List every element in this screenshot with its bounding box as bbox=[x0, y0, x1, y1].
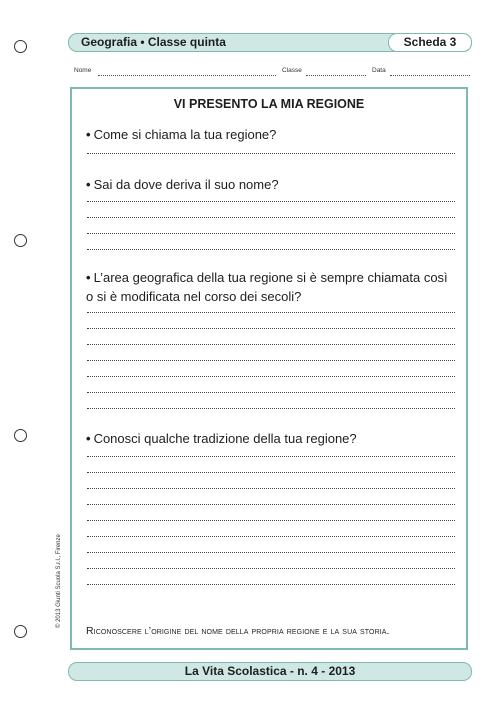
answer-line[interactable] bbox=[87, 201, 455, 202]
bullet: • bbox=[86, 270, 91, 285]
answer-line[interactable] bbox=[87, 536, 455, 537]
binder-hole bbox=[14, 625, 27, 638]
answer-line[interactable] bbox=[87, 249, 455, 250]
question-4 bbox=[86, 429, 456, 448]
question-1 bbox=[86, 125, 456, 144]
sheet-number: Scheda 3 bbox=[388, 33, 472, 52]
question-text: Come si chiama la tua regione? bbox=[93, 127, 277, 142]
class-label: Classe bbox=[282, 67, 302, 74]
answer-line[interactable] bbox=[87, 584, 455, 585]
answer-line[interactable] bbox=[87, 568, 455, 569]
publication-footer: La Vita Scolastica - n. 4 - 2013 bbox=[68, 662, 472, 681]
question-text: Conosci qualche tradizione della tua regione? bbox=[93, 431, 357, 446]
worksheet-box bbox=[70, 87, 468, 650]
binder-hole bbox=[14, 234, 27, 247]
answer-line[interactable] bbox=[87, 504, 455, 505]
answer-line[interactable] bbox=[87, 488, 455, 489]
answer-line[interactable] bbox=[87, 328, 455, 329]
copyright-notice: © 2013 Giunti Scuola S.r.l., Firenze bbox=[56, 534, 62, 628]
header-bar bbox=[68, 33, 472, 52]
answer-line[interactable] bbox=[87, 233, 455, 234]
name-label: Nome bbox=[74, 67, 92, 74]
answer-line[interactable] bbox=[87, 360, 455, 361]
question-3 bbox=[86, 268, 456, 306]
answer-line[interactable] bbox=[87, 520, 455, 521]
answer-line[interactable] bbox=[87, 153, 455, 154]
answer-line[interactable] bbox=[87, 552, 455, 553]
question-text: Sai da dove deriva il suo nome? bbox=[93, 177, 279, 192]
answer-line[interactable] bbox=[87, 456, 455, 457]
answer-line[interactable] bbox=[87, 472, 455, 473]
name-field[interactable] bbox=[98, 68, 276, 76]
subject-label: Geografia • Classe quinta bbox=[81, 35, 226, 49]
question-text: L’area geografica della tua regione si è sempre chiamata così o si è modificata nel corso dei secoli? bbox=[86, 270, 448, 304]
bullet: • bbox=[86, 127, 91, 142]
binder-hole bbox=[14, 40, 27, 53]
answer-line[interactable] bbox=[87, 392, 455, 393]
date-label: Data bbox=[372, 67, 386, 74]
bullet: • bbox=[86, 431, 91, 446]
binder-hole bbox=[14, 429, 27, 442]
answer-line[interactable] bbox=[87, 376, 455, 377]
answer-line[interactable] bbox=[87, 344, 455, 345]
date-field[interactable] bbox=[390, 68, 470, 76]
bullet: • bbox=[86, 177, 91, 192]
student-info-row bbox=[74, 67, 470, 79]
answer-line[interactable] bbox=[87, 217, 455, 218]
class-field[interactable] bbox=[306, 68, 366, 76]
answer-line[interactable] bbox=[87, 312, 455, 313]
learning-objective: Riconoscere l’origine del nome della propria regione e la sua storia. bbox=[86, 625, 390, 637]
question-2 bbox=[86, 175, 456, 194]
worksheet-title: VI PRESENTO LA MIA REGIONE bbox=[173, 97, 365, 111]
answer-line[interactable] bbox=[87, 408, 455, 409]
